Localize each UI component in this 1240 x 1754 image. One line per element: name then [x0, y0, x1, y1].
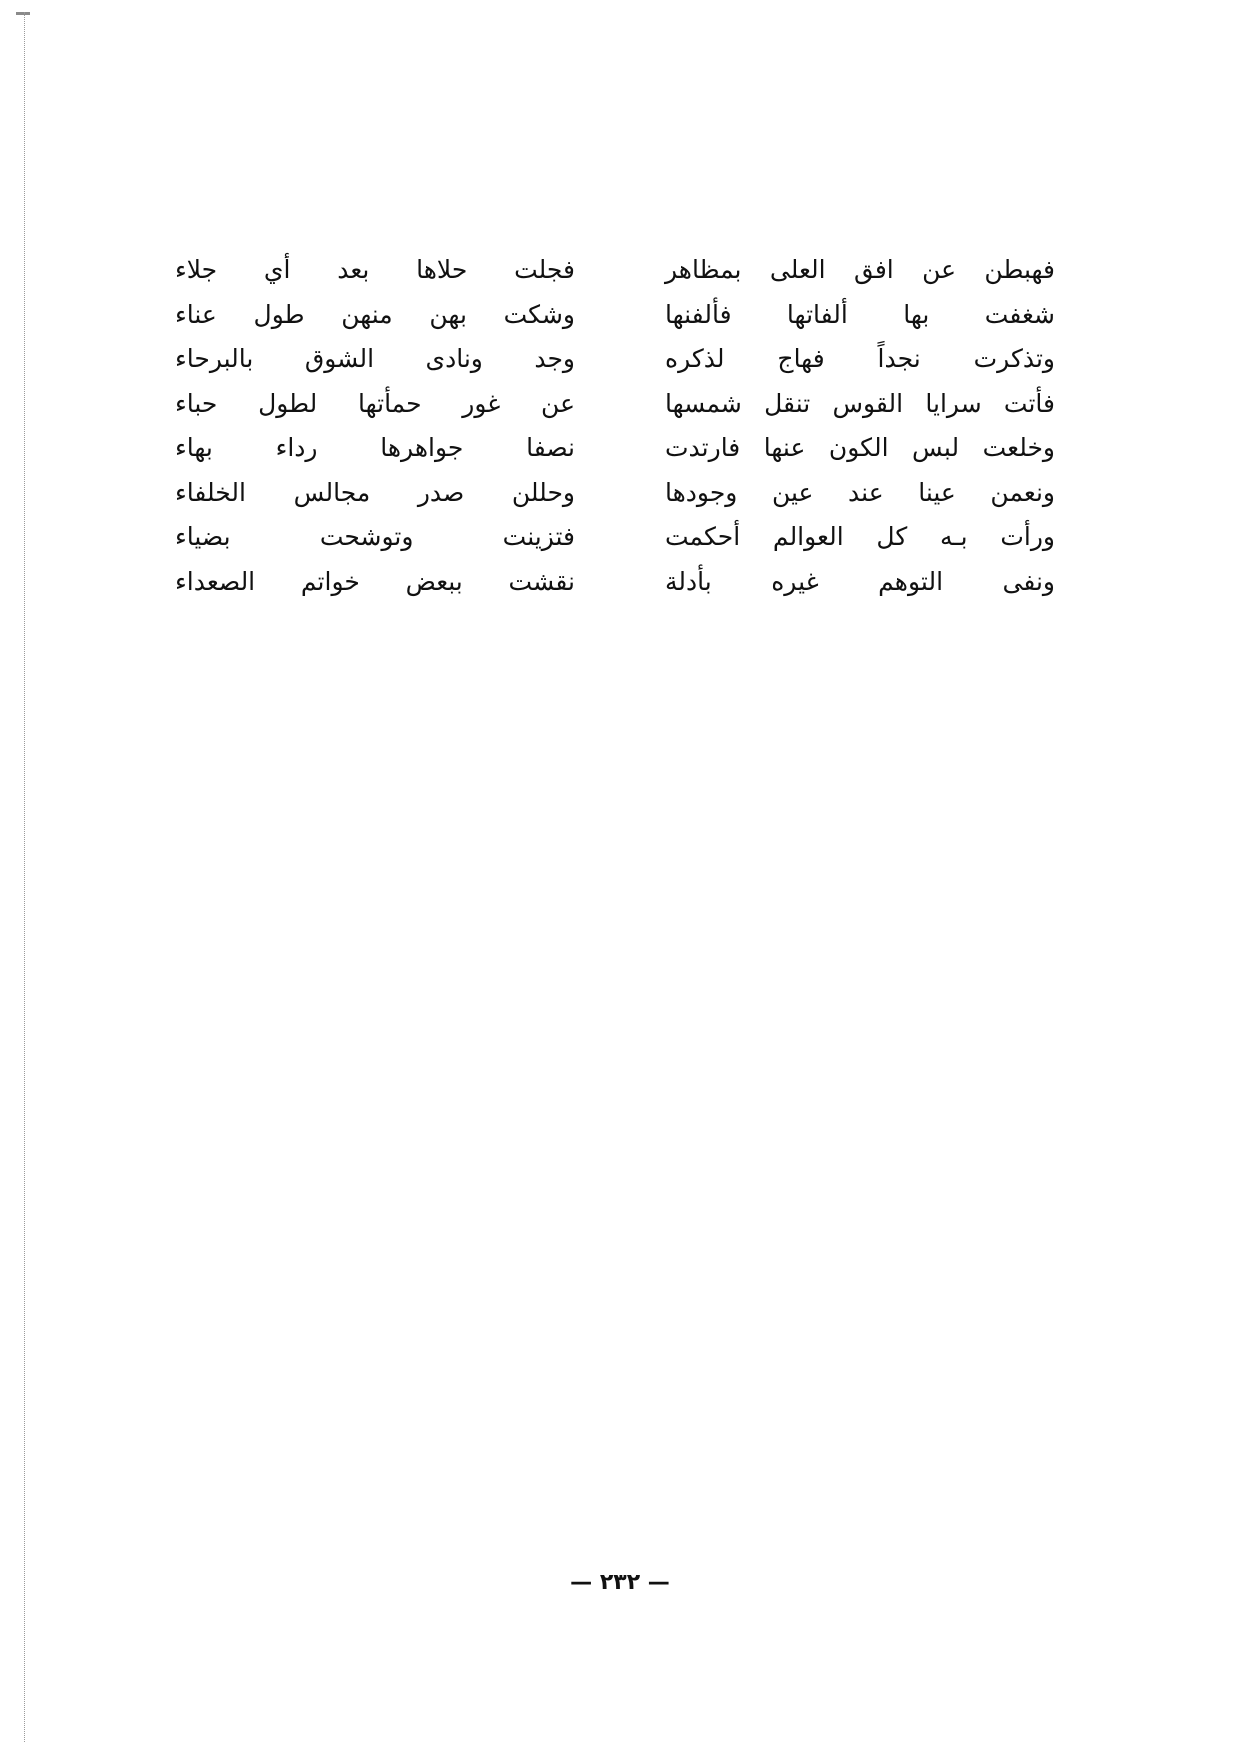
- verse-first-hemistich: وخلعت لبس الكون عنها فارتدت: [665, 433, 1055, 462]
- page-number: — ٢٣٢ —: [570, 1570, 670, 1595]
- verse-first-hemistich: شغفت بها ألفاتها فألفنها: [665, 299, 1055, 329]
- verse-first-hemistich: فأتت سرايا القوس تنقل شمسها: [665, 388, 1055, 418]
- poem-block: [175, 248, 1055, 668]
- verse-second-hemistich: عن غور حمأتها لطول حباء: [175, 388, 575, 418]
- poem-right-column: [665, 248, 1055, 668]
- verse-first-hemistich: وتذكرت نجداً فهاج لذكره: [665, 344, 1055, 373]
- verse-second-hemistich: فجلت حلاها بعد أي جلاء: [175, 255, 575, 284]
- verse-first-hemistich: فهبطن عن افق العلى بمظاهر: [665, 255, 1055, 284]
- verse-second-hemistich: فتزينت وتوشحت بضياء: [175, 522, 575, 551]
- binding-edge: [24, 12, 25, 1742]
- binding-mark: [16, 12, 30, 15]
- poem-left-column: [175, 248, 575, 668]
- verse-second-hemistich: وحللن صدر مجالس الخلفاء: [175, 477, 575, 507]
- verse-second-hemistich: وجد ونادى الشوق بالبرحاء: [175, 344, 575, 373]
- verse-second-hemistich: نقشت ببعض خواتم الصعداء: [175, 566, 575, 596]
- verse-first-hemistich: ونعمن عينا عند عين وجودها: [665, 477, 1055, 507]
- verse-second-hemistich: نصفا جواهرها رداء بهاء: [175, 433, 575, 462]
- verse-second-hemistich: وشكت بهن منهن طول عناء: [175, 299, 575, 329]
- verse-first-hemistich: ورأت بـه كل العوالم أحكمت: [665, 522, 1055, 551]
- verse-first-hemistich: ونفى التوهم غيره بأدلة: [665, 566, 1055, 596]
